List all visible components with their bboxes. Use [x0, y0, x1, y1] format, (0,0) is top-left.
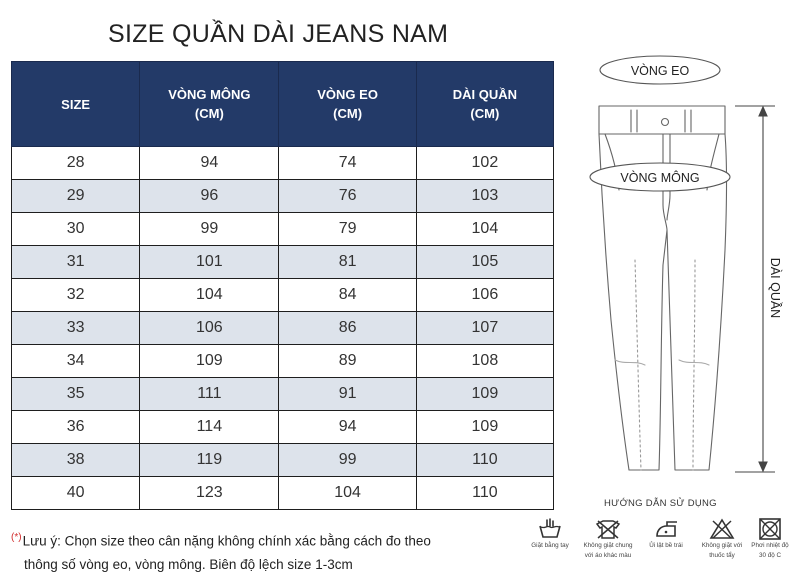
cell-length: 102	[416, 147, 553, 180]
cell-hip: 114	[140, 411, 279, 444]
cell-size: 35	[12, 378, 140, 411]
waist-label: VÒNG EO	[630, 64, 690, 78]
note-line-2: thông số vòng eo, vòng mông. Biên độ lệch size 1-3cm	[24, 556, 353, 572]
table-row	[12, 378, 554, 411]
cell-length: 106	[416, 279, 553, 312]
table-row	[12, 444, 554, 477]
care-item: Ủi lật bề trái	[636, 518, 696, 552]
table-row	[12, 477, 554, 510]
cell-size: 31	[12, 246, 140, 279]
cell-length: 103	[416, 180, 553, 213]
cell-waist: 99	[279, 444, 416, 477]
hand-wash-icon	[537, 518, 563, 540]
table-row	[12, 411, 554, 444]
cell-hip: 99	[140, 213, 279, 246]
cell-hip: 104	[140, 279, 279, 312]
cell-waist: 91	[279, 378, 416, 411]
no-bleach-icon	[709, 518, 735, 540]
cell-size: 32	[12, 279, 140, 312]
cell-hip: 109	[140, 345, 279, 378]
table-row	[12, 246, 554, 279]
cell-size: 29	[12, 180, 140, 213]
cell-length: 110	[416, 477, 553, 510]
care-item: Phơi nhiệt độ 30 độ C	[740, 518, 800, 559]
cell-hip: 111	[140, 378, 279, 411]
iron-inside-out-icon	[653, 518, 679, 540]
cell-size: 33	[12, 312, 140, 345]
cell-waist: 94	[279, 411, 416, 444]
table-row	[12, 345, 554, 378]
cell-hip: 94	[140, 147, 279, 180]
care-item: Không giặt chung với áo khác màu	[578, 518, 638, 559]
cell-size: 28	[12, 147, 140, 180]
cell-length: 105	[416, 246, 553, 279]
cell-waist: 79	[279, 213, 416, 246]
table-row	[12, 147, 554, 180]
size-note	[11, 526, 481, 576]
cell-length: 104	[416, 213, 553, 246]
header-waist: VÒNG EO (CM)	[279, 62, 416, 147]
do-not-wash-together-icon	[595, 518, 621, 540]
cell-length: 108	[416, 345, 553, 378]
table-row	[12, 312, 554, 345]
hip-label: VÒNG MÔNG	[620, 171, 700, 185]
cell-waist: 74	[279, 147, 416, 180]
cell-waist: 86	[279, 312, 416, 345]
cell-waist: 89	[279, 345, 416, 378]
cell-size: 34	[12, 345, 140, 378]
header-hip: VÒNG MÔNG (CM)	[140, 62, 279, 147]
usage-title: HƯỚNG DẪN SỬ DỤNG	[604, 498, 717, 509]
cell-size: 40	[12, 477, 140, 510]
page-title: SIZE QUẦN DÀI JEANS NAM	[108, 20, 449, 48]
table-row	[12, 279, 554, 312]
cell-hip: 96	[140, 180, 279, 213]
cell-waist: 76	[279, 180, 416, 213]
cell-length: 107	[416, 312, 553, 345]
header-length: DÀI QUẦN (CM)	[416, 62, 553, 147]
cell-size: 38	[12, 444, 140, 477]
tumble-dry-icon	[757, 518, 783, 540]
header-size: SIZE	[12, 62, 140, 147]
cell-length: 110	[416, 444, 553, 477]
note-marker: (*)	[11, 532, 22, 543]
cell-hip: 106	[140, 312, 279, 345]
length-label: DÀI QUẦN	[768, 257, 782, 319]
note-line-1: Lưu ý: Chọn size theo cân nặng không chính xác bằng cách đo theo	[22, 533, 431, 549]
cell-length: 109	[416, 378, 553, 411]
cell-size: 30	[12, 213, 140, 246]
cell-length: 109	[416, 411, 553, 444]
table-row	[12, 180, 554, 213]
cell-hip: 119	[140, 444, 279, 477]
cell-waist: 84	[279, 279, 416, 312]
cell-hip: 123	[140, 477, 279, 510]
cell-waist: 104	[279, 477, 416, 510]
table-row	[12, 213, 554, 246]
care-item: Giặt bằng tay	[520, 518, 580, 552]
size-table	[11, 61, 554, 510]
cell-hip: 101	[140, 246, 279, 279]
care-item: Không giặt với thuốc tẩy	[692, 518, 752, 559]
table-header-row	[12, 62, 554, 147]
cell-waist: 81	[279, 246, 416, 279]
jeans-diagram	[575, 30, 785, 480]
cell-size: 36	[12, 411, 140, 444]
